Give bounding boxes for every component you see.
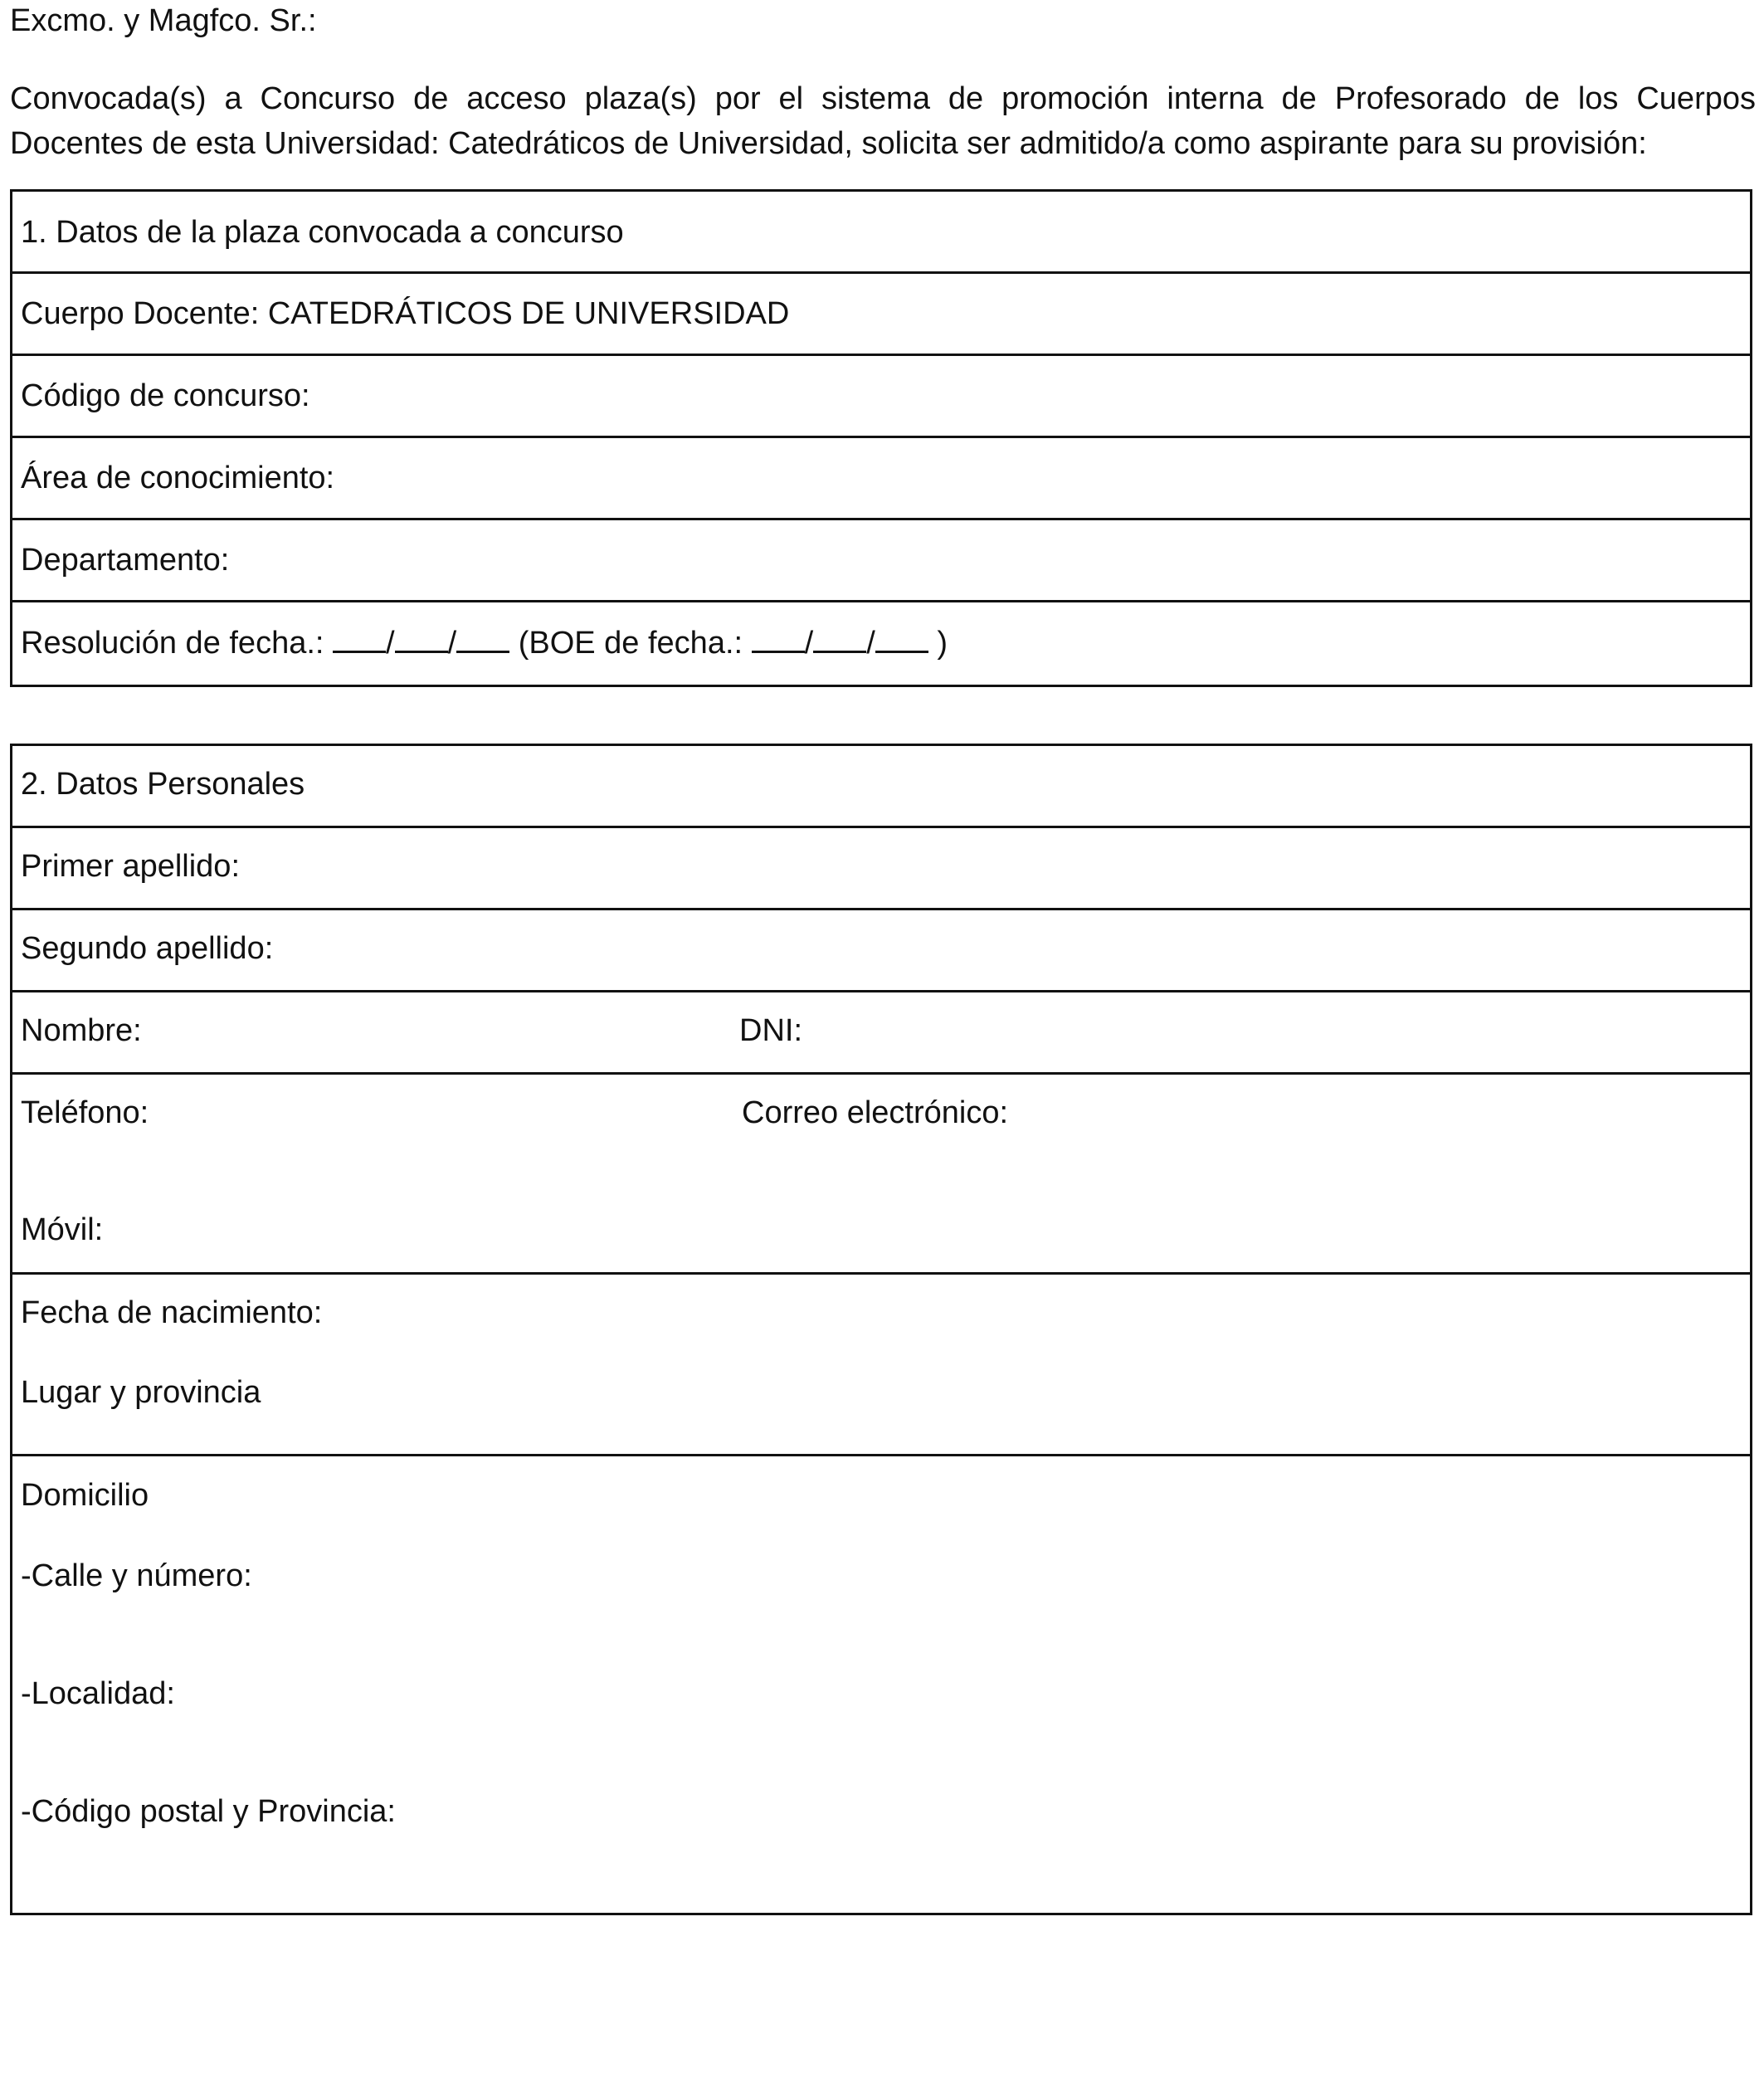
section-personal-title: 2. Datos Personales xyxy=(21,767,305,802)
codigo-postal-provincia-label: -Código postal y Provincia: xyxy=(21,1794,396,1829)
nombre-label: Nombre: xyxy=(21,1013,142,1048)
primer-apellido-label: Primer apellido: xyxy=(21,849,240,884)
resolucion-fecha-line xyxy=(21,626,948,661)
primer-apellido-row[interactable] xyxy=(12,828,1750,910)
cuerpo-docente-label: Cuerpo Docente: CATEDRÁTICOS DE UNIVERSIDAD xyxy=(21,296,790,331)
domicilio-row[interactable] xyxy=(12,1456,1750,1913)
codigo-concurso-row[interactable] xyxy=(12,356,1750,438)
boe-day-blank[interactable] xyxy=(752,626,805,653)
section-personal-title-row xyxy=(12,746,1750,828)
nombre-dni-row[interactable] xyxy=(12,992,1750,1075)
intro-paragraph xyxy=(10,76,1756,166)
telefono-label: Teléfono: xyxy=(21,1095,149,1130)
resolucion-day-blank[interactable] xyxy=(333,626,386,653)
boe-month-blank[interactable] xyxy=(813,626,866,653)
resolucion-label: Resolución de fecha.: xyxy=(21,626,324,661)
movil-label: Móvil: xyxy=(21,1212,104,1247)
area-conocimiento-row[interactable] xyxy=(12,438,1750,520)
intro-line-1: Convocada(s) a Concurso de acceso plaza(s) por el sistema de promoción interna de Profesorado de los Cuerpos xyxy=(10,81,1756,116)
dni-label: DNI: xyxy=(739,1013,802,1048)
correo-label: Correo electrónico: xyxy=(742,1095,1009,1130)
date-separator: / xyxy=(804,626,814,661)
date-separator: / xyxy=(386,626,395,661)
nacimiento-row[interactable] xyxy=(12,1275,1750,1456)
close-paren: ) xyxy=(937,626,948,661)
date-separator: / xyxy=(866,626,875,661)
domicilio-label: Domicilio xyxy=(21,1478,149,1513)
resolucion-year-blank[interactable] xyxy=(456,626,509,653)
localidad-label: -Localidad: xyxy=(21,1676,175,1711)
boe-label: (BOE de fecha.: xyxy=(518,626,743,661)
intro-line-2: Docentes de esta Universidad: Catedráticos de Universidad, solicita ser admitido/a como aspirante para su provisión: xyxy=(10,126,1647,161)
area-conocimiento-label: Área de conocimiento: xyxy=(21,461,335,495)
section-plaza-box xyxy=(10,189,1752,687)
greeting: Excmo. y Magfco. Sr.: xyxy=(10,3,317,38)
section-plaza-title: 1. Datos de la plaza convocada a concurso xyxy=(21,215,624,250)
contacto-row[interactable] xyxy=(12,1075,1750,1275)
calle-numero-label: -Calle y número: xyxy=(21,1558,252,1593)
boe-year-blank[interactable] xyxy=(875,626,928,653)
segundo-apellido-label: Segundo apellido: xyxy=(21,931,274,966)
cuerpo-docente-row xyxy=(12,274,1750,356)
codigo-concurso-label: Código de concurso: xyxy=(21,378,310,413)
segundo-apellido-row[interactable] xyxy=(12,910,1750,992)
date-separator: / xyxy=(447,626,457,661)
lugar-provincia-label: Lugar y provincia xyxy=(21,1375,261,1410)
fecha-nacimiento-label: Fecha de nacimiento: xyxy=(21,1295,323,1330)
departamento-label: Departamento: xyxy=(21,543,230,578)
departamento-row[interactable] xyxy=(12,520,1750,602)
resolucion-month-blank[interactable] xyxy=(395,626,448,653)
section-personal-box xyxy=(10,744,1752,1915)
resolucion-row[interactable] xyxy=(12,602,1750,685)
section-plaza-title-row xyxy=(12,192,1750,274)
